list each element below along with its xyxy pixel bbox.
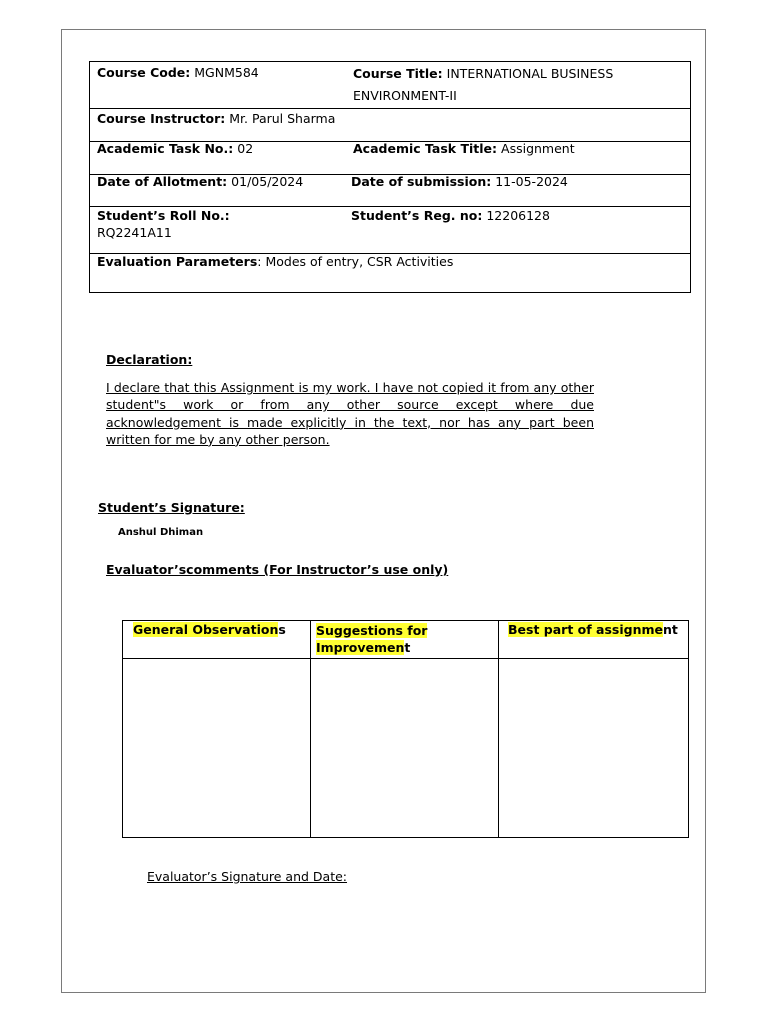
col2-rest: t xyxy=(404,640,411,655)
instructor-label: Course Instructor: xyxy=(97,111,226,126)
instructor-row xyxy=(90,109,691,142)
declaration-heading: Declaration: xyxy=(106,352,193,367)
best-part-cell[interactable] xyxy=(499,659,689,838)
instructor-value: Mr. Parul Sharma xyxy=(229,111,336,126)
reg-label: Student’s Reg. no: xyxy=(351,208,483,223)
course-title-label: Course Title: xyxy=(353,66,443,81)
evaluator-signature-date: Evaluator’s Signature and Date: xyxy=(147,869,348,884)
course-row xyxy=(90,62,691,109)
eval-params-value: : Modes of entry, CSR Activities xyxy=(257,254,454,269)
task-no-label: Academic Task No.: xyxy=(97,141,234,156)
course-title-line2: ENVIRONMENT-II xyxy=(353,88,457,103)
course-title-line1: INTERNATIONAL BUSINESS xyxy=(446,66,614,81)
roll-label: Student’s Roll No.: xyxy=(97,208,230,223)
col-suggestions xyxy=(311,621,499,659)
col3-highlighted: Best part of assignme xyxy=(508,622,663,637)
course-code-label: Course Code: xyxy=(97,65,191,80)
col-best-part xyxy=(499,621,689,659)
allotment-label: Date of Allotment: xyxy=(97,174,228,189)
roll-value: RQ2241A11 xyxy=(97,225,172,240)
col3-rest: nt xyxy=(662,622,678,637)
signature-heading: Student’s Signature: xyxy=(98,500,245,515)
student-signature-name: Anshul Dhiman xyxy=(118,527,204,538)
dates-row xyxy=(90,175,691,207)
submission-label: Date of submission: xyxy=(351,174,492,189)
col-general-observations xyxy=(123,621,311,659)
submission-value: 11-05-2024 xyxy=(495,174,568,189)
course-code-value: MGNM584 xyxy=(194,65,259,80)
eval-params-label: Evaluation Parameters xyxy=(97,254,258,269)
task-title-value: Assignment xyxy=(501,141,575,156)
student-row xyxy=(90,207,691,254)
general-observations-cell[interactable] xyxy=(123,659,311,838)
course-details-table xyxy=(89,61,691,293)
declaration-text: I declare that this Assignment is my work. I have not copied it from any other student"s work or from any other source except where due acknowledgement is made explicitly in the text, nor has any part been written for me by any other person. xyxy=(106,380,594,447)
col1-rest: s xyxy=(278,622,286,637)
evaluator-comments-heading: Evaluator’scomments (For Instructor’s use only) xyxy=(106,562,449,577)
col1-highlighted: General Observation xyxy=(133,622,279,637)
eval-params-row xyxy=(90,254,691,293)
task-title-label: Academic Task Title: xyxy=(353,141,498,156)
col2-highlighted-1: Suggestions for xyxy=(316,623,428,638)
col2-highlighted-2: Improvemen xyxy=(316,640,405,655)
evaluator-table xyxy=(122,620,689,838)
allotment-value: 01/05/2024 xyxy=(231,174,304,189)
task-row xyxy=(90,142,691,175)
task-no-value: 02 xyxy=(237,141,254,156)
reg-value: 12206128 xyxy=(486,208,550,223)
suggestions-cell[interactable] xyxy=(311,659,499,838)
